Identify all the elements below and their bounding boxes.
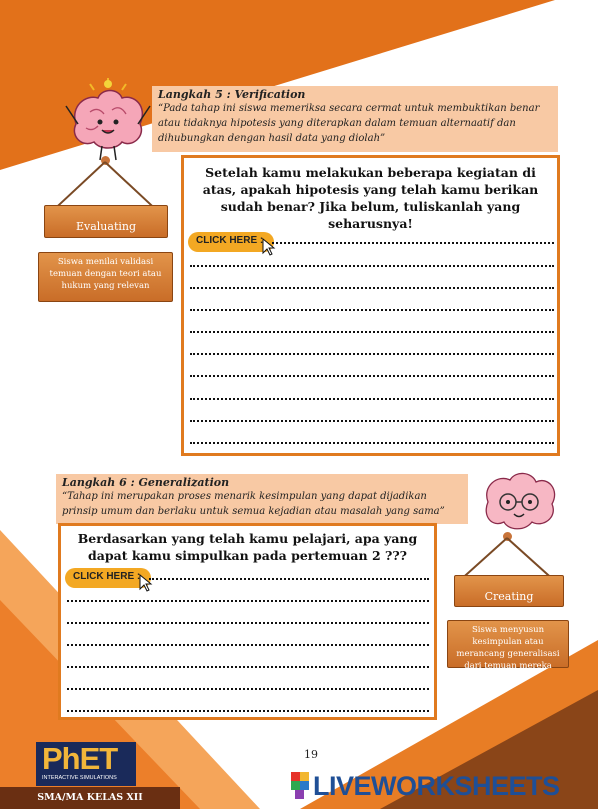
answer-line xyxy=(190,331,554,333)
cursor-icon xyxy=(262,238,276,256)
step5-answer-box xyxy=(181,155,560,456)
step6-title: Langkah 6 : Generalization xyxy=(62,476,230,489)
creating-sign xyxy=(454,575,564,607)
phet-logo xyxy=(36,742,136,786)
answer-line xyxy=(190,287,554,289)
class-label: SMA/MA KELAS XII xyxy=(0,787,180,809)
answer-line xyxy=(190,398,554,400)
answer-line xyxy=(190,265,554,267)
creating-sign-description: Siswa menyusun kesimpulan atau merancang generalisasi dari temuan mereka xyxy=(447,620,569,668)
step5-title: Langkah 5 : Verification xyxy=(158,88,306,101)
liveworksheets-logo xyxy=(291,770,591,802)
answer-line xyxy=(190,442,554,444)
step5-header xyxy=(152,86,558,152)
evaluating-sign-description: Siswa menilai validasi temuan dengan teori atau hukum yang relevan xyxy=(38,252,173,302)
page-number: 19 xyxy=(304,748,318,761)
step5-question: Setelah kamu melakukan beberapa kegiatan di atas, apakah hipotesis yang telah kamu berikan sudah benar? Jika belum, tuliskanlah yang seharusnya! xyxy=(202,165,539,231)
liveworksheets-text: LIVEWORKSHEETS xyxy=(313,771,560,801)
step6-description: “Tahap ini merupakan proses menarik kesimpulan yang dapat dijadikan prinsip umum dan berlaku untuk semua kejadian atau masalah yang sama” xyxy=(62,491,445,517)
answer-line xyxy=(67,600,429,602)
answer-line xyxy=(272,242,554,244)
step6-answer-box xyxy=(58,523,437,720)
answer-line xyxy=(190,353,554,355)
brain-mascot-icon xyxy=(60,76,156,166)
creating-sign-title: Creating xyxy=(484,590,534,603)
step6-click-here-button[interactable]: CLICK HERE : xyxy=(65,568,151,588)
answer-line xyxy=(190,420,554,422)
phet-logo-text: PhET xyxy=(42,741,118,776)
brain-mascot-glasses-icon xyxy=(478,468,560,540)
step6-header xyxy=(56,474,468,524)
cursor-icon xyxy=(139,574,153,592)
answer-line xyxy=(190,309,554,311)
step5-description: “Pada tahap ini siswa memeriksa secara cermat untuk membuktikan benar atau tidaknya hipotesis yang diterapkan dalam temuan alternaatif dan dihubungkan dengan hasil data yang diolah” xyxy=(158,103,540,144)
evaluating-sign-title: Evaluating xyxy=(75,220,137,233)
live-icon xyxy=(291,772,309,800)
answer-line xyxy=(67,688,429,690)
step5-click-here-button[interactable]: CLICK HERE : xyxy=(188,232,274,252)
answer-line xyxy=(190,375,554,377)
step6-question: Berdasarkan yang telah kamu pelajari, apa yang dapat kamu simpulkan pada pertemuan 2 ??? xyxy=(77,531,418,563)
evaluating-sign xyxy=(44,205,168,238)
answer-line xyxy=(67,666,429,668)
answer-line xyxy=(67,622,429,624)
answer-line xyxy=(67,710,429,712)
phet-logo-subtitle: INTERACTIVE SIMULATIONS xyxy=(42,775,117,781)
answer-line xyxy=(67,644,429,646)
answer-line xyxy=(149,578,429,580)
